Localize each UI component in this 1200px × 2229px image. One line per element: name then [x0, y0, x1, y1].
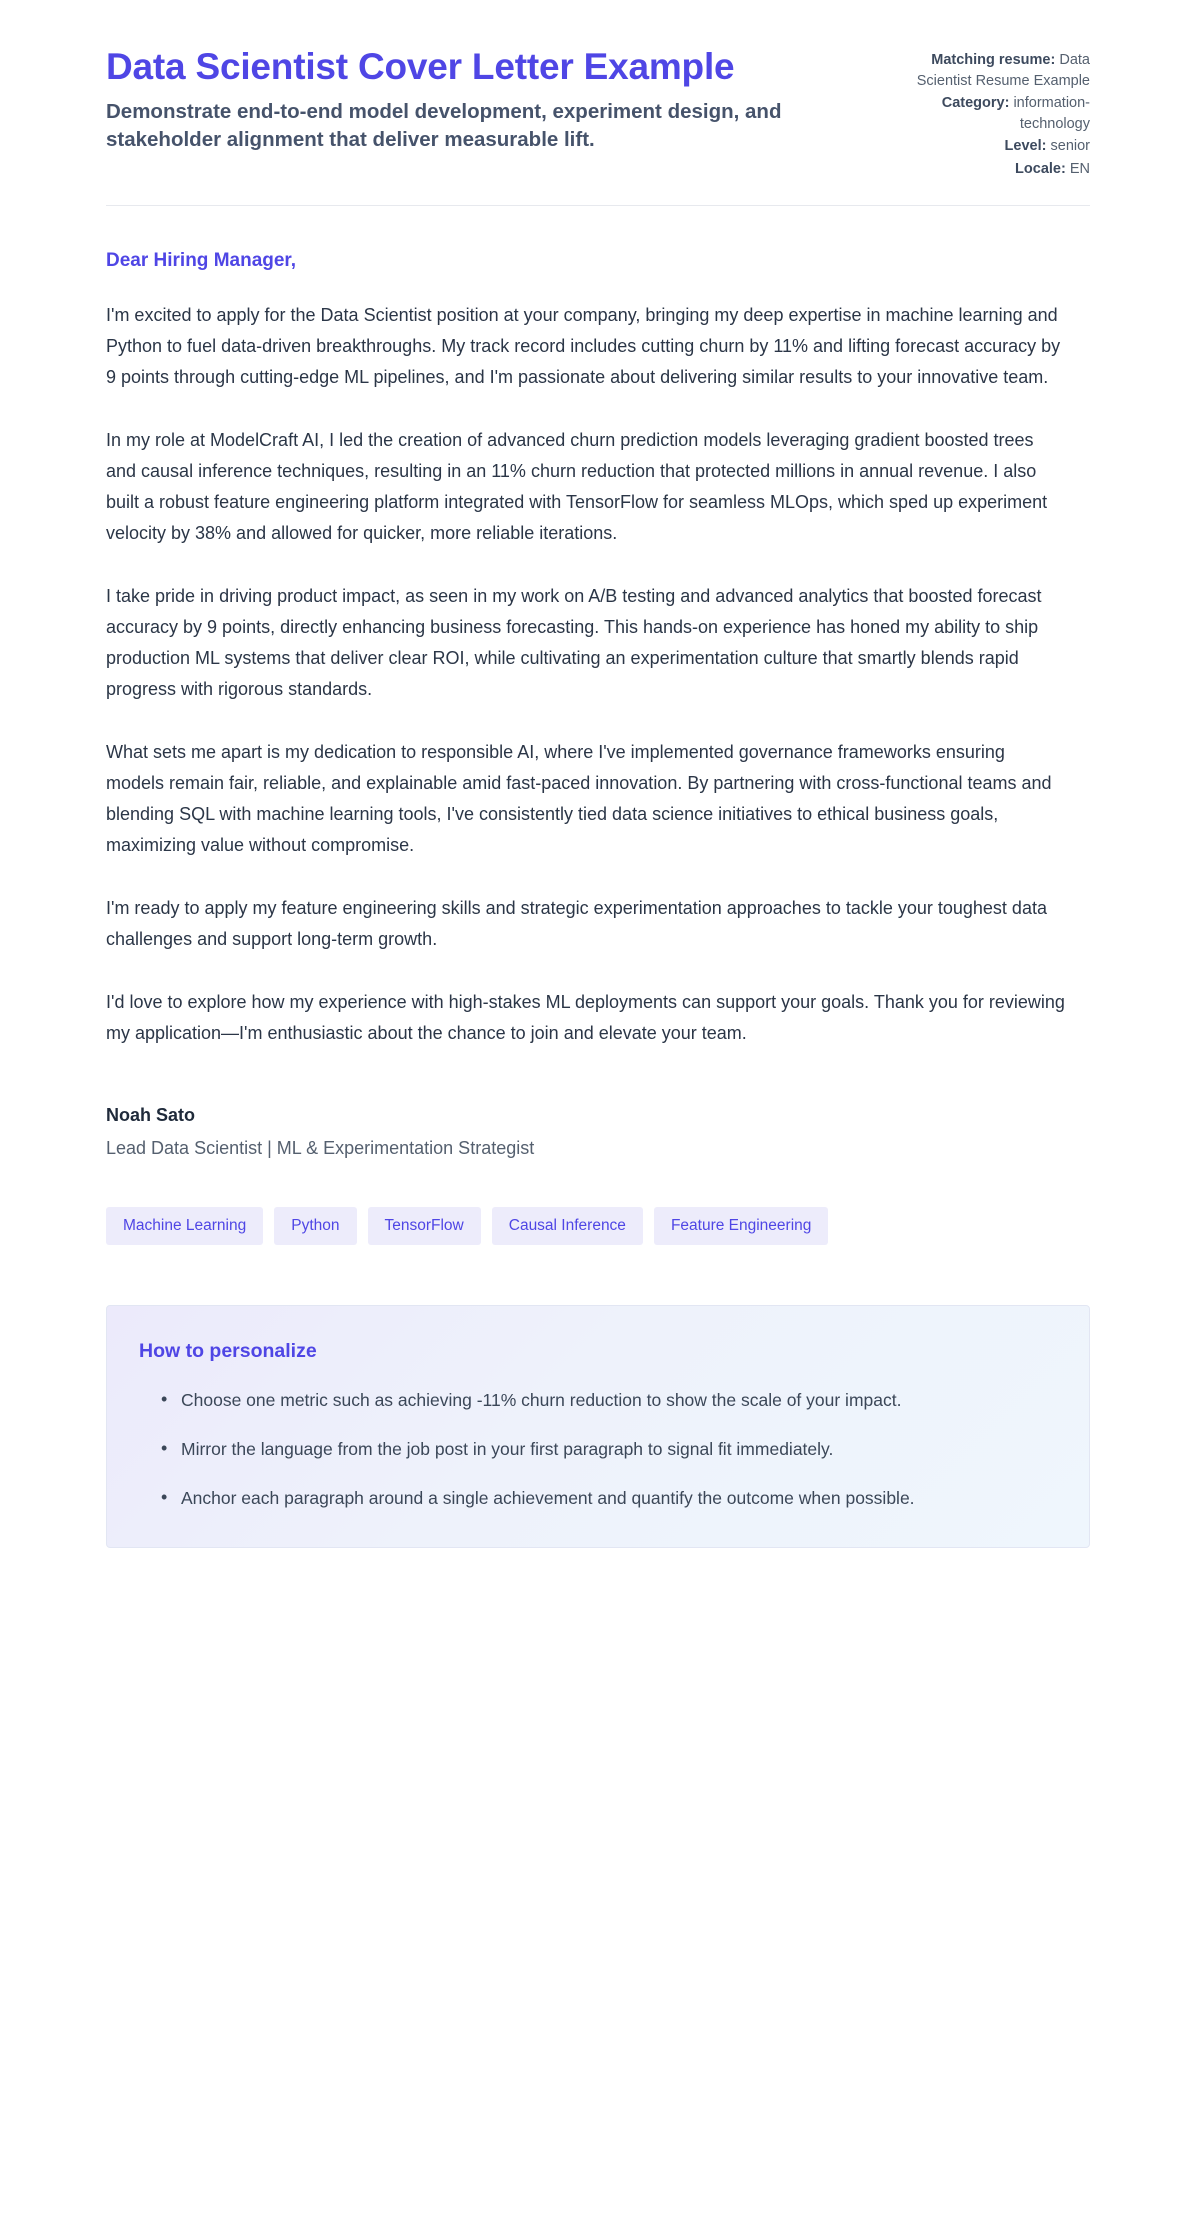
- page-header: [106, 44, 1090, 205]
- skill-tag[interactable]: Feature Engineering: [654, 1207, 828, 1245]
- meta-category-value: information-technology: [1013, 95, 1090, 132]
- meta-locale-value: EN: [1069, 160, 1090, 177]
- meta-category: [885, 93, 1090, 134]
- meta-matching-resume-value: Data Scientist Resume Example: [916, 52, 1090, 89]
- letter-paragraph-5: I'm ready to apply my feature engineering skills and strategic experimentation approaches to tackle your toughest data challenges and support long-term growth.: [106, 897, 1047, 949]
- page-subtitle: Demonstrate end-to-end model development, experiment design, and stakeholder alignment that deliver measurable lift.: [106, 100, 782, 152]
- page-title: Data Scientist Cover Letter Example: [106, 46, 735, 87]
- header-title-block: [106, 44, 845, 155]
- list-item: • Choose one metric such as achieving -11% churn reduction to show the scale of your impact.: [161, 1385, 1049, 1415]
- letter-salutation: Dear Hiring Manager,: [106, 250, 297, 272]
- document-metadata: [885, 44, 1090, 181]
- letter-signature: [106, 1105, 1090, 1159]
- letter-paragraph-6: I'd love to explore how my experience with high-stakes ML deployments can support your goals. Thank you for reviewing my application—I'm enthusiastic about the chance to join and elevate your team.: [106, 991, 1065, 1043]
- letter-paragraph-3: I take pride in driving product impact, as seen in my work on A/B testing and advanced analytics that boosted forecast accuracy by 9 points, directly enhancing business forecasting. This hands-on experience has honed my ability to ship production ML systems that deliver clear ROI, while cultivating an experimentation culture that smartly blends rapid progress with rigorous standards.: [106, 586, 1042, 699]
- signature-name: Noah Sato: [106, 1104, 196, 1125]
- signature-role: Lead Data Scientist | ML & Experimentation Strategist: [106, 1137, 535, 1158]
- meta-locale: [885, 159, 1090, 180]
- skill-tag[interactable]: Python: [274, 1207, 356, 1245]
- callout-title: How to personalize: [139, 1339, 317, 1362]
- meta-matching-resume-label: Matching resume:: [931, 52, 1056, 68]
- callout-tip-list: [139, 1385, 1049, 1513]
- skill-tag[interactable]: TensorFlow: [368, 1207, 481, 1245]
- meta-category-label: Category:: [941, 95, 1010, 112]
- skill-tag-list: [106, 1207, 1090, 1245]
- cover-letter-body: [106, 206, 1090, 1547]
- meta-matching-resume: [885, 50, 1090, 91]
- letter-paragraph-1: I'm excited to apply for the Data Scientist position at your company, bringing my deep expertise in machine learning and Python to fuel data-driven breakthroughs. My track record includes cutting churn by 11% and lifting forecast accuracy by 9 points through cutting-edge ML pipelines, and I'm passionate about delivering similar results to your innovative team.: [106, 305, 1061, 388]
- meta-level-label: Level:: [1004, 138, 1047, 155]
- meta-level: [885, 136, 1090, 157]
- letter-paragraph-4: What sets me apart is my dedication to responsible AI, where I've implemented governance frameworks ensuring models remain fair, reliable, and explainable amid fast-paced innovation. By partnering with cross-functional teams and blending SQL with machine learning tools, I've consistently tied data science initiatives to ethical business goals, maximizing value without compromise.: [106, 741, 1052, 855]
- meta-level-value: senior: [1050, 138, 1090, 155]
- letter-paragraph-2: In my role at ModelCraft AI, I led the creation of advanced churn prediction models leveraging gradient boosted trees and causal inference techniques, resulting in an 11% churn reduction that protected millions in annual revenue. I also built a robust feature engineering platform integrated with TensorFlow for seamless MLOps, which sped up experiment velocity by 38% and allowed for quicker, more reliable iterations.: [106, 430, 1048, 544]
- list-item: • Mirror the language from the job post in your first paragraph to signal fit immediately.: [161, 1434, 1049, 1464]
- list-item: • Anchor each paragraph around a single achievement and quantify the outcome when possible.: [161, 1483, 1049, 1513]
- skill-tag[interactable]: Machine Learning: [106, 1207, 263, 1245]
- how-to-personalize-callout: [106, 1305, 1090, 1548]
- meta-locale-label: Locale:: [1015, 160, 1066, 177]
- skill-tag[interactable]: Causal Inference: [492, 1207, 643, 1245]
